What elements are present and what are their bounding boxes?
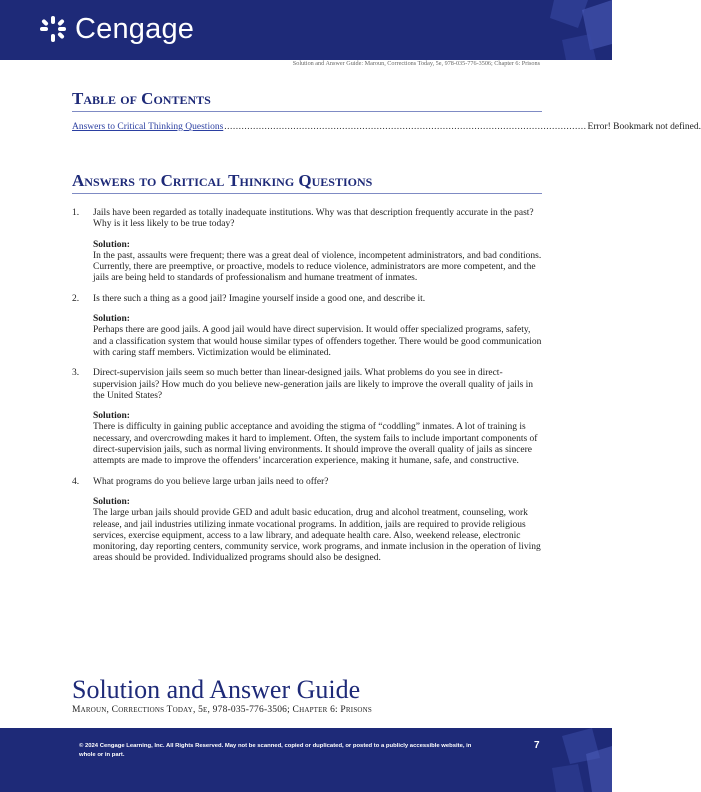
- question-text: Jails have been regarded as totally inadequate institutions. Why was that description frequently accurate in the past? Why is it less likely to be true today?: [93, 208, 534, 230]
- guide-subtitle: Maroun, Corrections Today, 5e, 978-035-776-3506; Chapter 6: Prisons: [72, 705, 373, 715]
- question-item: [72, 208, 542, 285]
- solution-label: Solution:: [93, 411, 130, 422]
- decorative-shapes: [532, 0, 612, 60]
- question-number: 1.: [72, 208, 80, 218]
- solution-label: Solution:: [93, 314, 130, 325]
- toc-entry: [72, 121, 701, 133]
- solution-text: Perhaps there are good jails. A good jail would have direct supervision. It would offer specialized programs, safety, and a classification system that would house similar types of offenders together. There would be good communication with caring staff members. Victimization would be eliminated.: [93, 325, 542, 358]
- toc-heading: Table of Contents: [72, 89, 542, 112]
- brand-name: Cengage: [75, 13, 195, 45]
- toc-leader: ..............................................................................................................................: [224, 122, 587, 132]
- question-number: 3.: [72, 368, 80, 379]
- copyright-notice: © 2024 Cengage Learning, Inc. All Rights Reserved. May not be scanned, copied or duplicated, or posted to a publicly accessible website, in whole or in part.: [79, 743, 472, 759]
- running-head: Solution and Answer Guide: Maroun, Corrections Today, 5e, 978-035-776-3506; Chapter 6: Prisons: [292, 60, 540, 67]
- bottom-banner: [0, 728, 612, 792]
- question-item: [72, 294, 542, 359]
- question-text: Direct-supervision jails seem so much better than linear-designed jails. What problems do you see in direct-supervision jails? How much do you believe new-generation jails are likely to improve the overall quality of jails in the United States?: [93, 368, 534, 401]
- toc-entry-link[interactable]: Answers to Critical Thinking Questions: [72, 122, 224, 132]
- cengage-logo: [38, 14, 194, 44]
- question-number: 4.: [72, 476, 80, 487]
- question-text: Is there such a thing as a good jail? Imagine yourself inside a good one, and describe it.: [93, 293, 426, 304]
- solution-label: Solution:: [93, 496, 130, 507]
- question-text: What programs do you believe large urban jails need to offer?: [93, 476, 329, 487]
- toc-entry-page: Error! Bookmark not defined.: [587, 122, 701, 132]
- question-item: [72, 368, 542, 467]
- question-list: [72, 208, 542, 565]
- top-banner: [0, 0, 612, 60]
- answers-heading: Answers to Critical Thinking Questions: [72, 171, 542, 194]
- decorative-shapes: [542, 728, 612, 792]
- question-number: 2.: [72, 293, 80, 304]
- guide-title: Solution and Answer Guide: [72, 675, 361, 704]
- page-number: 7: [534, 740, 540, 751]
- solution-text: In the past, assaults were frequent; there was a great deal of violence, incompetent administrators, and bad conditions. Currently, there are preemptive, or proactive, models to reduce violence, administrators are more competent, and the jails are being held to standards of professionalism and humane treatment of inmates.: [93, 250, 542, 284]
- solution-label: Solution:: [93, 239, 130, 250]
- question-item: [72, 477, 542, 565]
- solution-text: The large urban jails should provide GED and adult basic education, drug and alcohol treatment, counseling, work release, and jail industries utilizing inmate vocational programs. In addition, jails are required to provide religious services, exercise equipment, access to a law library, and adequate health care. Also, weekend release, electronic monitoring, day reporting centers, community service, work programs, and inmate inclusion in the operation of living areas should be provided. Individualized programs should also be designed.: [93, 508, 541, 564]
- solution-text: There is difficulty in gaining public acceptance and avoiding the stigma of “coddling” inmates. A lot of training is necessary, and overcrowding makes it hard to implement. Often, the system fails to include important components of direct-supervision jails, such as normal living environments. It should improve the overall quality of jails as sincere attempts are made to improve the offenders’ incarceration experience, making it humane, safe, and constructive.: [93, 422, 538, 467]
- cengage-logo-icon: [38, 14, 68, 44]
